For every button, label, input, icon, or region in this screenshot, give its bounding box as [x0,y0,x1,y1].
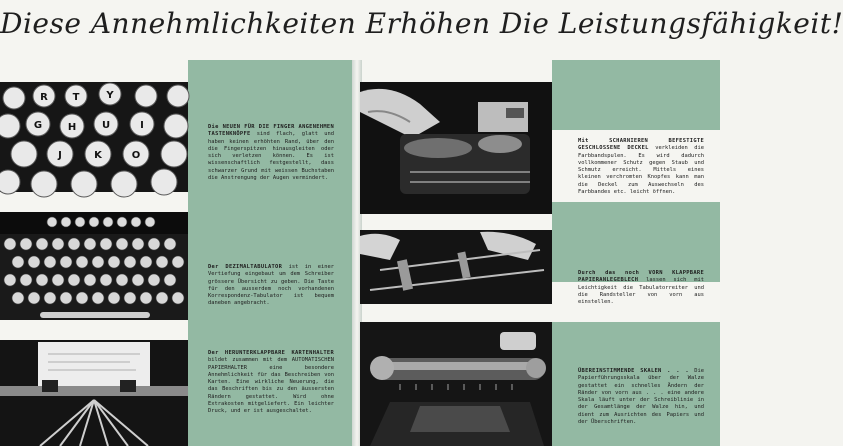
svg-text:R: R [40,92,48,103]
caption-keys [208,124,334,182]
caption-papertable [578,270,704,306]
svg-text:K: K [94,150,102,161]
tabulator-keyboard-photo [0,212,188,320]
caption-tabulator-lead: Der DEZIMALTABULATOR [208,264,283,270]
caption-cardholder-text: bildet zusammen mit dem AUTOMATISCHEN PAPIERHALTER eine besondere Annehmlichkeit für das Beschreiben von Karten. Eine wirkliche Neuerung, die das Beschriften bis zu den äussersten Rändern gestattet. Wird ohne Extrakosten mitgeliefert. Ein leichter Druck, und er ist ausgeschaltet. [208,357,334,415]
paper-table-photo [360,230,552,304]
svg-text:G: G [33,120,43,131]
svg-text:I: I [140,120,144,131]
caption-scales-lead: ÜBEREINSTIMMENDE SKALEN . . . [578,368,689,374]
svg-text:U: U [101,120,111,131]
caption-covers-text: verkleiden die Farbbandspulen. Es wird dadurch vollkommener Schutz gegen Staub und Schmutz erreicht. Mittels eines kleinen verchromten Knopfes kann man die Deckel zum Auswechseln des Farbbandes etc. leicht öffnen. [578,145,704,196]
caption-covers-lead: Mit SCHARNIEREN BEFESTIGTE GESCHLOSSENE DECKEL [578,138,704,152]
caption-covers [578,138,704,196]
svg-text:O: O [131,150,141,161]
svg-text:H: H [67,122,77,133]
svg-text:T: T [72,92,80,103]
caption-scales-text: Die Papierführungsskala über der Walze gestattet ein schnelles Ändern der Ränder von vorn aus . . . eine andere Skala läuft unter der Schreiblinie in der Gesamtlänge der Walze hin, und dient zum Ausrichten des Papiers und der Überschriften. [578,368,704,426]
svg-text:J: J [58,150,62,161]
caption-keys-lead: Die NEUEN FÜR DIE FINGER ANGENEHMEN TASTENKNÖPFE [208,124,334,138]
caption-papertable-text: lassen sich mit Leichtigkeit die Tabulatorreiter und die Randsteller von vorn aus einstellen. [578,277,704,306]
card-holder-photo [0,340,188,446]
caption-cardholder-lead: Der HERUNTERKLAPPBARE KARTENHALTER [208,350,334,356]
page-title: Diese Annehmlichkeiten Erhöhen Die Leistungsfähigkeit! [0,7,843,40]
caption-scales [578,368,704,426]
caption-tabulator-text: ist in einer Vertiefung eingebaut um dem Schreiber grössere Übersicht zu geben. Die Taste für den ausserdem noch vorhandenen Korrespondenz-Tabulator ist bequem daneben angebracht. [208,264,334,307]
caption-papertable-lead: Durch das noch VORN KLAPPBARE PAPIERANLEGEBLECH [578,270,704,284]
caption-keys-text: sind flach, glatt und haben keinen erhöhten Rand, über den die Fingerspitzen hinausgleiten oder sich verletzen können. Es ist wissenschaftlich festgestellt, dass schwarzer Grund mit weissen Buchstaben die Anstrengung der Augen vermindert. [208,131,334,182]
green-band-right-top [552,60,720,130]
caption-tabulator [208,264,334,308]
svg-text:Y: Y [106,90,114,101]
ribbon-cover-photo [360,82,552,214]
scales-carriage-photo [360,322,552,446]
typewriter-keys-photo [0,82,188,192]
caption-cardholder [208,350,334,416]
